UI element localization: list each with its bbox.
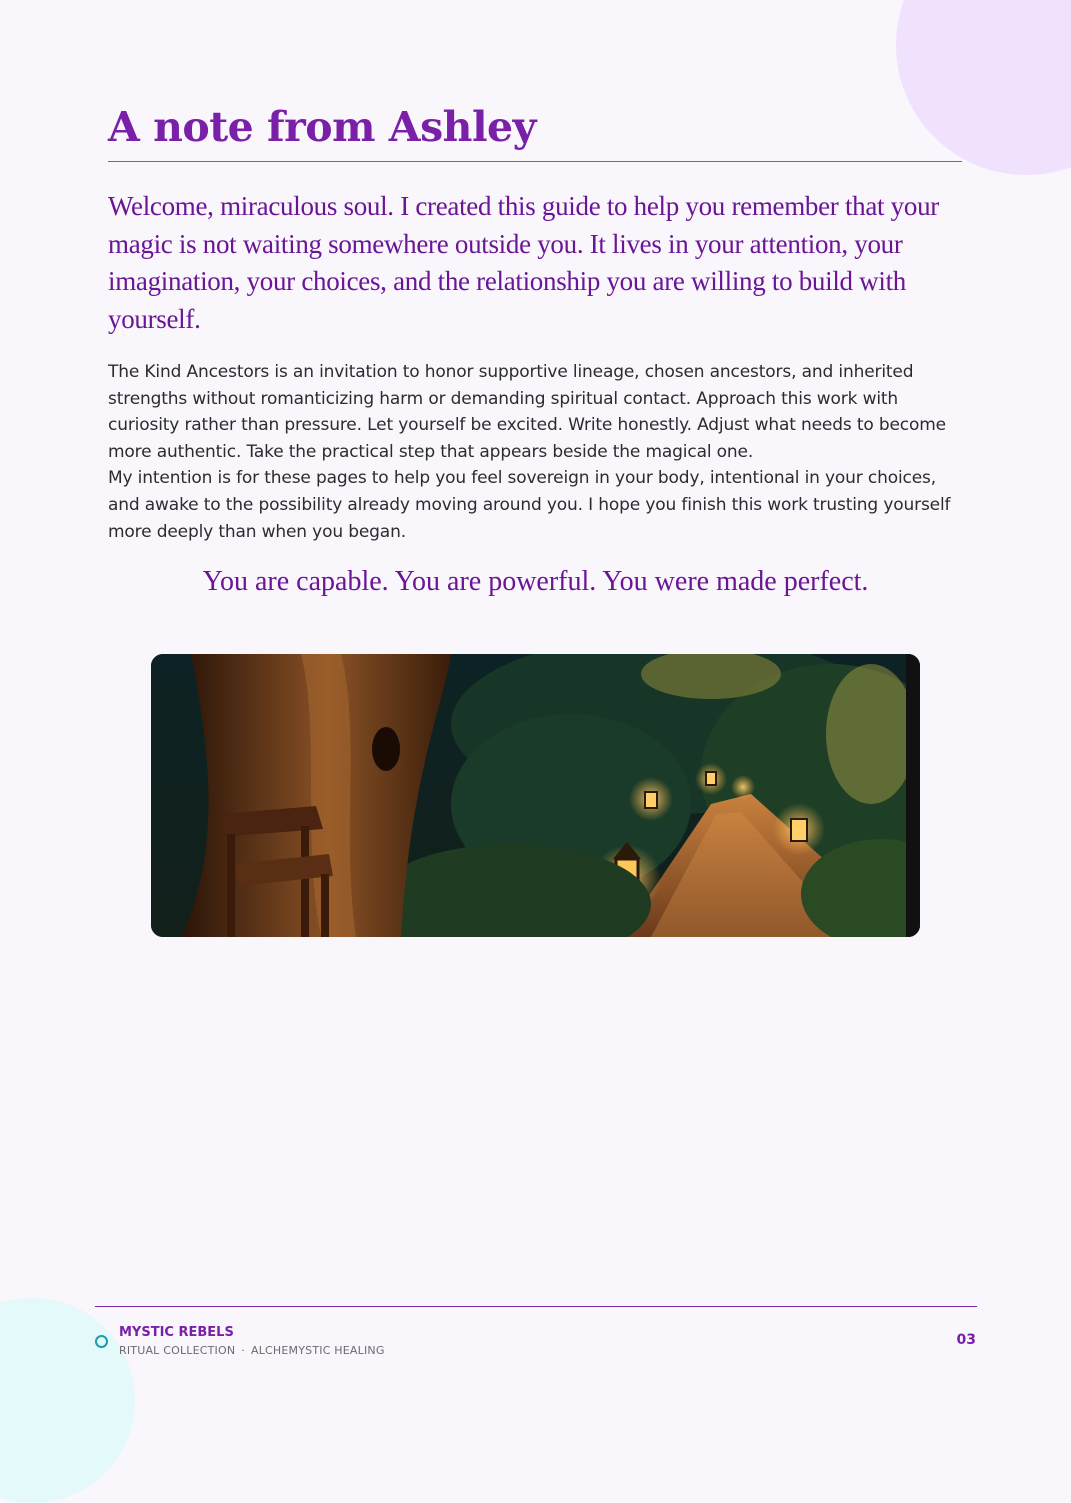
body-text: [108, 359, 970, 545]
circle-icon: [95, 1335, 108, 1348]
intro-paragraph: Welcome, miraculous soul. I created this guide to help you remember that your magic is not waiting somewhere outside you. It lives in your attention, your imagination, your choices, and the relationship you are willing to build with yourself.: [108, 191, 939, 334]
decorative-circle-top: [896, 0, 1071, 175]
decorative-circle-bottom: [0, 1298, 135, 1503]
footer-tagline: ALCHEMYSTIC HEALING: [251, 1344, 385, 1357]
affirmation-quote: You are capable. You are powerful. You were made perfect.: [202, 566, 869, 597]
body-paragraph: The Kind Ancestors is an invitation to honor supportive lineage, chosen ancestors, and inherited strengths without romanticizing harm or demanding spiritual contact. Approach this work with curiosity rather than pressure. Let yourself be excited. Write honestly. Adjust what needs to become more authentic. Take the practical step that appears beside the magical one.: [108, 362, 946, 462]
page-title: A note from Ashley: [108, 103, 536, 151]
body-paragraph: My intention is for these pages to help you feel sovereign in your body, intentional in your choices, and awake to the possibility already moving around you. I hope you finish this work trusting yourself more deeply than when you began.: [108, 468, 951, 542]
footer-brand: MYSTIC REBELS: [119, 1325, 234, 1340]
forest-path-lanterns-image: [151, 654, 920, 937]
footer-divider: [95, 1306, 977, 1307]
footer-separator: ·: [241, 1344, 245, 1357]
footer-subtitle: [119, 1343, 385, 1359]
page-number: 03: [956, 1332, 976, 1348]
footer-collection: RITUAL COLLECTION: [119, 1344, 236, 1357]
title-divider: [108, 161, 962, 162]
